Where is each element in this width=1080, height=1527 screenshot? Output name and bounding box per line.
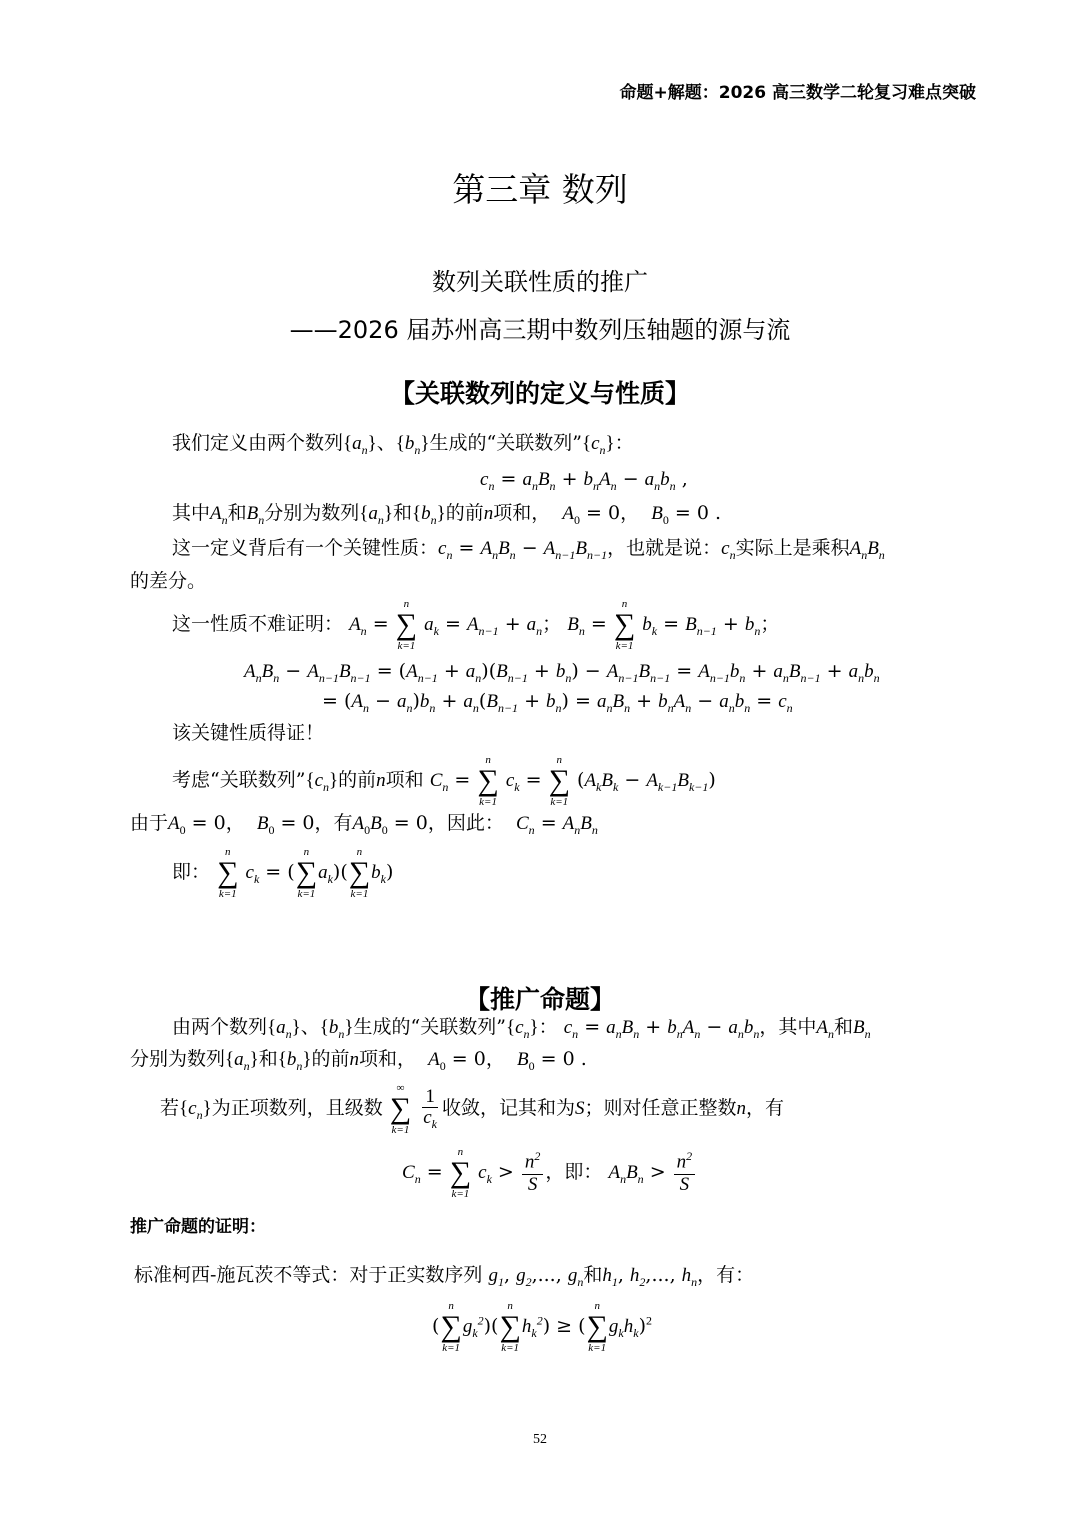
chapter-title: 第三章 数列 [452,170,628,209]
article-subtitle: ——2026 届苏州高三期中数列压轴题的源与流 [289,316,791,344]
cauchy-schwarz-inequality: ( n ∑ k=1 $g_k^2$)( n ∑ k=1 $h_k^2$) ≥ ( n ∑ k=1 $g_kh_k)^2$ [432,1300,652,1354]
partial-sum-cn: 考虑“关联数列$”\{c_n\}$的前n项和 $C_n$ = n ∑ k=1 $c_k$ = n ∑ k=1 $(A_kB_k - A_{k-1}B_{k-1})$ [172,754,716,808]
proof-qed: 该关键性质得证！ [172,722,325,744]
sum-identity: 即： n ∑ k=1 $c_k$ = ( n ∑ k=1 $a_k$)( n ∑ k=1 $b_k$) [172,846,394,900]
article-title: 数列关联性质的推广 [432,268,648,296]
page-number: 52 [533,1432,547,1447]
proof-heading: 推广命题的证明： [130,1217,266,1237]
section-heading-definition: 【关联数列的定义与性质】 [389,379,690,408]
running-header: 命题+解题：2026 高三数学二轮复习难点突破 [619,83,976,103]
generalization-partial-sums: 分别为数列$\{a_n\}$和$\{b_n\}$的前n项和， $A_0 = 0$， $B_0 = 0$ . [130,1048,587,1073]
proof-line-2: = $(A_n - a_n)b_n + a_n(B_{n-1} + b_n) = a_nB_n + b_nA_n - a_nb_n = c_n$ [322,690,793,715]
proof-sums: 这一性质不难证明： $A_n$ = n ∑ k=1 $a_k = A_{n-1} + a_n$； $B_n$ = n ∑ k=1 $b_k = B_{n-1} + b_n$； [172,598,780,652]
generalization-result: $C_n$ = n ∑ k=1 $c_k$ > $\frac{n^2}{S}$ ，即： $A_nB_n$ > $\frac{n^2}{S}$ [402,1146,697,1200]
generalization-intro: 由两个数列$\{a_n\}$、$\{b_n\}$生成的“关联数列$”\{c_n\}$： $c_n = a_nB_n + b_nA_n - a_nb_n$，其中$A_n$和$B_n$ [172,1016,871,1041]
key-property-cont: 的差分。 [130,570,207,592]
cauchy-schwarz-statement: 标准柯西-施瓦茨不等式：对于正实数序列 $g_1$, $g_2$,..., $g_n$和$h_1$, $h_2$,..., $h_n$，有： [134,1264,755,1289]
section-heading-generalization: 【推广命题】 [464,985,615,1014]
telescoping-result: 由于$A_0 = 0$， $B_0 = 0$，有$A_0B_0 = 0$，因此： $C_n = A_nB_n$ [130,812,598,837]
generalization-condition: 若$\{c_n\}$为正项数列，且级数 ∞ ∑ k=1 $\frac{1}{c_k}$ 收敛，记其和为S；则对任意正整数n，有 [160,1082,785,1136]
key-property: 这一定义背后有一个关键性质：$c_n = A_nB_n - A_{n-1}B_{n-1}$，也就是说：$c_n$实际上是乘积$A_nB_n$ [172,537,885,562]
proof-line-1: $A_nB_n - A_{n-1}B_{n-1} = (A_{n-1} + a_n)(B_{n-1} + b_n) - A_{n-1}B_{n-1} = A_{n-1}b_n + a_nB_{n-1} + a_nb_n$ [244,660,880,685]
definition-partial-sums: 其中$A_n$和$B_n$分别为数列$\{a_n\}$和$\{b_n\}$的前n项和， $A_0 = 0$， $B_0 = 0$ . [172,502,721,527]
definition-intro: 我们定义由两个数列$\{a_n\}$、$\{b_n\}$生成的“关联数列$”\{c_n\}$： [172,432,634,457]
formula-cn: $c_n = a_nB_n + b_nA_n - a_nb_n$ , [480,468,688,493]
